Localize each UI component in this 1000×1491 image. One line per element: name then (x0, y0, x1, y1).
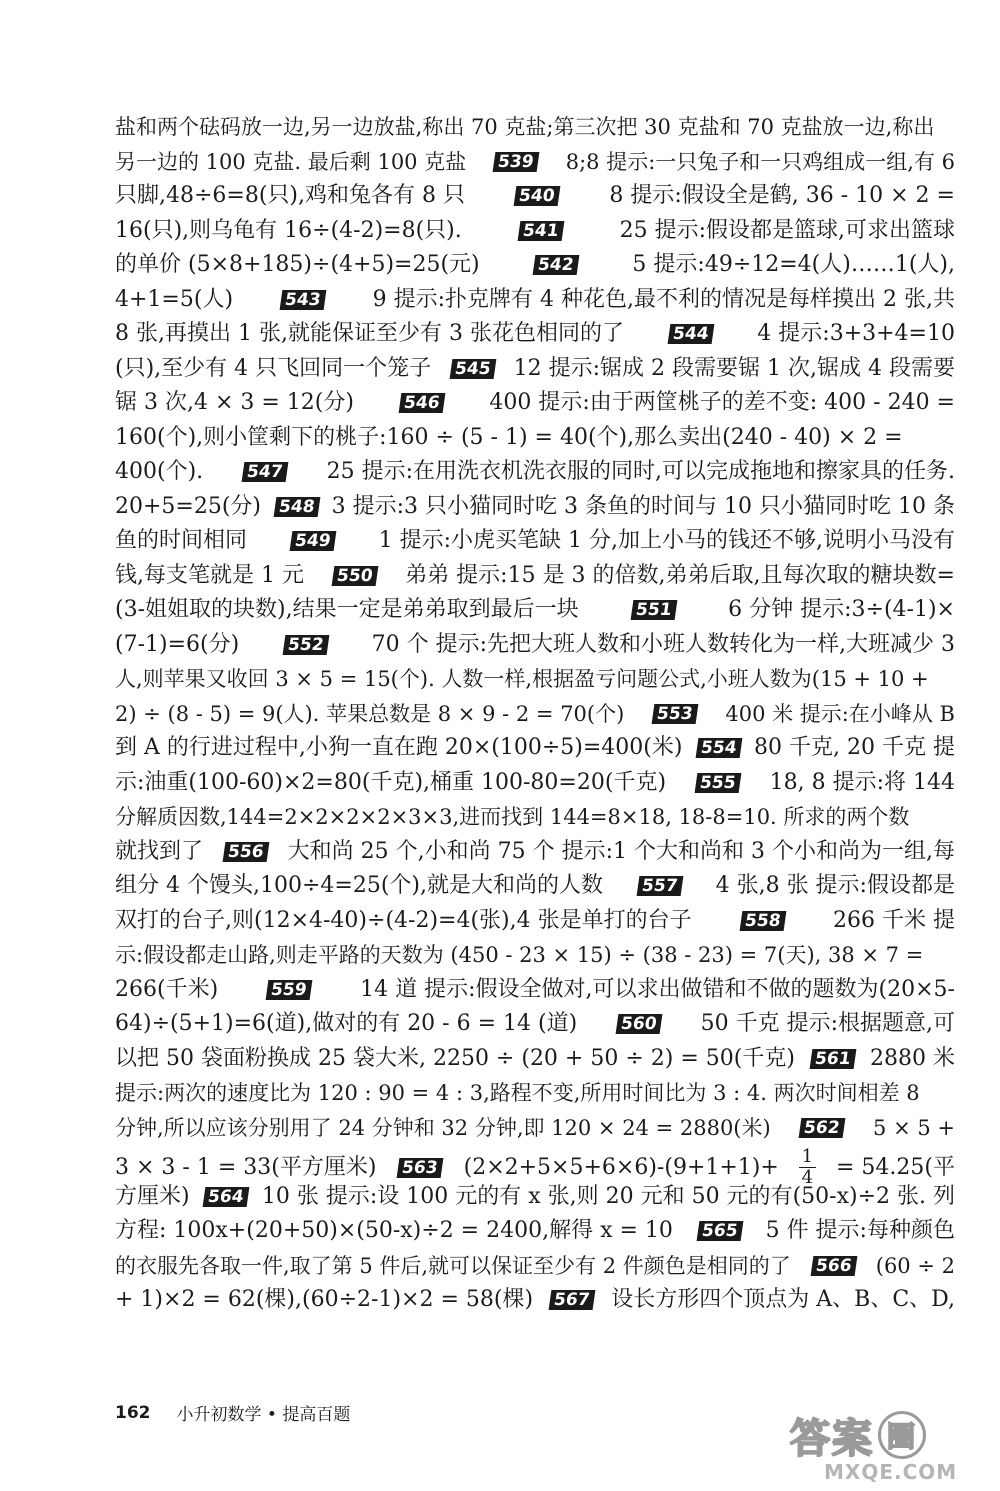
problem-number-badge: 558 (739, 911, 785, 931)
text-segment: 5 件 提示:每种颜色 (765, 1218, 955, 1243)
problem-number-badge: 543 (280, 290, 326, 310)
problem-number-badge: 564 (203, 1187, 249, 1207)
text-segment: 64)÷(5+1)=6(道),做对的有 20 - 6 = 14 (道) (115, 1011, 578, 1036)
text-segment: + 1)×2 = 62(棵),(60÷2-1)×2 = 58(棵) (115, 1287, 534, 1312)
text-line (115, 940, 955, 970)
text-line (115, 630, 955, 660)
text-segment: 266 千米 提 (833, 907, 955, 933)
text-segment: 只脚,48÷6=8(只),鸡和兔各有 8 只 (115, 183, 465, 208)
fraction-denominator: 4 (801, 1167, 814, 1188)
fraction-numerator: 1 (799, 1147, 816, 1168)
text-segment: 提示:两次的速度比为 120 : 90 = 4 : 3,路程不变,所用时间比为 3 : 4. 两次时间相差 8 (115, 1081, 920, 1105)
problem-number-badge: 557 (636, 876, 682, 896)
text-line (115, 147, 955, 177)
text-segment: (7-1)=6(分) (115, 631, 240, 657)
text-segment: 5 提示:49÷12=4(人)……1(人), (632, 252, 955, 277)
text-line (115, 216, 955, 246)
problem-number-badge: 563 (397, 1158, 443, 1178)
text-line (115, 768, 955, 798)
text-segment: 5 × 5 + (873, 1115, 955, 1140)
problem-number-badge: 542 (533, 255, 579, 275)
text-segment: 人,则苹果又收回 3 × 5 = 15(个). 人数一样,根据盈亏问题公式,小班人数为(15 + 10 + (115, 667, 929, 691)
text-line (115, 319, 955, 349)
text-segment: 弟弟 提示:15 是 3 的倍数,弟弟后取,且每次取的糖块数= (405, 562, 955, 588)
text-segment: 的单价 (5×8+185)÷(4+5)=25(元) (115, 252, 480, 277)
text-line (115, 664, 955, 694)
text-segment: 分钟,所以应该分别用了 24 分钟和 32 分钟,即 120 × 24 = 2880(米) (115, 1115, 771, 1140)
text-line (115, 457, 955, 487)
text-segment: 3 提示:3 只小猫同时吃 3 条鱼的时间与 10 只小猫同时吃 10 条 (331, 493, 955, 519)
text-segment: 以把 50 袋面粉换成 25 袋大米, 2250 ÷ (20 + 50 ÷ 2) = 50(千克) (115, 1045, 795, 1071)
text-segment: 400 提示:由于两筐桃子的差不变: 400 - 240 = (489, 390, 955, 415)
text-line (115, 733, 955, 763)
text-segment: 266(千米) (115, 976, 219, 1002)
text-line (115, 423, 955, 453)
problem-number-badge: 561 (809, 1049, 855, 1069)
text-segment: = 54.25(平 (835, 1154, 955, 1180)
text-segment: 9 提示:扑克牌有 4 种花色,最不利的情况是每样摸出 2 张,共 (372, 286, 955, 312)
text-line (115, 975, 955, 1005)
problem-number-badge: 546 (399, 393, 445, 413)
text-segment: 2880 米 (870, 1045, 955, 1071)
text-segment: 组分 4 个馒头,100÷4=25(个),就是大和尚的人数 (115, 873, 603, 898)
text-segment: (3-姐姐取的块数),结果一定是弟弟取到最后一块 (115, 597, 579, 622)
text-line (115, 492, 955, 522)
text-line (115, 1009, 955, 1039)
problem-number-badge: 549 (290, 531, 336, 551)
problem-number-badge: 554 (695, 738, 741, 758)
text-line (115, 1216, 955, 1246)
text-segment: 18, 8 提示:将 144 (769, 769, 955, 795)
problem-number-badge: 556 (222, 842, 268, 862)
text-line (115, 871, 955, 901)
text-segment: 4 提示:3+3+4=10 (757, 321, 955, 346)
text-segment: 8 提示:假设全是鹤, 36 - 10 × 2 = (609, 183, 955, 208)
problem-number-badge: 552 (282, 635, 328, 655)
watermark-url: MXQE.COM (824, 1460, 958, 1484)
text-line (115, 250, 955, 280)
text-segment: 4+1=5(人) (115, 286, 234, 312)
text-segment: 方厘米) (115, 1183, 190, 1209)
watermark-logo-circle: 圈 (878, 1411, 926, 1459)
problem-number-badge: 548 (273, 497, 319, 517)
text-segment: 双打的台子,则(12×4-40)÷(4-2)=4(张),4 张是单打的台子 (115, 907, 692, 933)
text-segment: (只),至少有 4 只飞回同一个笼子 (115, 355, 432, 381)
problem-number-badge: 550 (331, 566, 377, 586)
text-line (115, 906, 955, 936)
page-number: 162 (115, 1402, 151, 1423)
text-segment: 4 张,8 张 提示:假设都是 (715, 873, 955, 898)
text-line (115, 1044, 955, 1074)
text-line (115, 112, 955, 142)
page-footer (115, 1400, 350, 1425)
text-segment: 设长方形四个顶点为 A、B、C、D, (611, 1287, 955, 1312)
problem-number-badge: 547 (242, 462, 288, 482)
problem-number-badge: 541 (518, 221, 564, 241)
text-segment: 就找到了 (115, 838, 204, 864)
problem-number-badge: 555 (695, 773, 741, 793)
text-segment: 大和尚 25 个,小和尚 75 个 提示:1 个大和尚和 3 个小和尚为一组,每 (287, 838, 955, 864)
text-segment: 80 千克, 20 千克 提 (754, 735, 955, 760)
text-line (115, 526, 955, 556)
problem-number-badge: 566 (810, 1256, 856, 1276)
problem-number-badge: 540 (514, 186, 560, 206)
book-title: 小升初数学 • 提高百题 (176, 1405, 351, 1425)
text-segment: 12 提示:锯成 2 段需要锯 1 次,锯成 4 段需要 (513, 355, 955, 381)
text-line (115, 1251, 955, 1281)
text-line (115, 802, 955, 832)
text-line (115, 837, 955, 867)
text-segment: 方程: 100x+(20+50)×(50-x)÷2 = 2400,解得 x = 10 (115, 1218, 673, 1243)
text-segment: 8 张,再摸出 1 张,就能保证至少有 3 张花色相同的了 (115, 321, 624, 346)
problem-number-badge: 551 (630, 600, 676, 620)
text-segment: 16(只),则乌龟有 16÷(4-2)=8(只). (115, 217, 462, 243)
watermark-logo (790, 1412, 980, 1462)
problem-number-badge: 560 (616, 1014, 662, 1034)
problem-number-badge: 545 (449, 359, 495, 379)
text-line (115, 388, 955, 418)
text-line (115, 285, 955, 315)
problem-number-badge: 559 (266, 980, 312, 1000)
text-segment: 1 提示:小虎买笔缺 1 分,加上小马的钱还不够,说明小马没有 (378, 528, 955, 553)
problem-number-badge: 544 (667, 324, 713, 344)
text-line (115, 1182, 955, 1212)
problem-number-badge: 539 (493, 152, 539, 172)
text-segment: 20+5=25(分) (115, 493, 262, 519)
watermark-logo-text: 答案 (790, 1415, 874, 1462)
problem-number-badge: 553 (652, 704, 698, 724)
text-segment: 400(个). (115, 459, 204, 484)
problem-number-badge: 565 (696, 1221, 742, 1241)
text-segment: 70 个 提示:先把大班人数和小班人数转化为一样,大班减少 3 (371, 631, 955, 657)
text-segment: 8;8 提示:一只兔子和一只鸡组成一组,有 6 (565, 149, 955, 174)
text-line (115, 699, 955, 729)
text-line (115, 354, 955, 384)
text-segment: 160(个),则小筐剩下的桃子:160 ÷ (5 - 1) = 40(个),那么卖出(240 - 40) × 2 = (115, 424, 903, 450)
text-segment: 钱,每支笔就是 1 元 (115, 562, 304, 588)
text-segment: 25 提示:在用洗衣机洗衣服的同时,可以完成拖地和擦家具的任务. (326, 459, 955, 484)
text-segment: 鱼的时间相同 (115, 528, 248, 553)
text-segment: 另一边的 100 克盐. 最后剩 100 克盐 (115, 149, 467, 174)
text-segment: 示:油重(100-60)×2=80(千克),桶重 100-80=20(千克) (115, 769, 667, 795)
text-segment: 400 米 提示:在小峰从 B (725, 701, 955, 726)
text-segment: (2×2+5×5+6×6)-(9+1+1)+ (463, 1154, 779, 1180)
text-line (115, 1285, 955, 1315)
text-segment: 示:假设都走山路,则走平路的天数为 (450 - 23 × 15) ÷ (38 - 23) = 7(天), 38 × 7 = (115, 943, 924, 967)
text-line (115, 595, 955, 625)
text-segment: (60 ÷ 2 (875, 1253, 955, 1278)
site-watermark (790, 1412, 980, 1482)
text-line (115, 561, 955, 591)
text-segment: 到 A 的行进过程中,小狗一直在跑 20×(100÷5)=400(米) (115, 735, 683, 760)
text-segment: 的衣服先各取一件,取了第 5 件后,就可以保证至少有 2 件颜色是相同的了 (115, 1253, 791, 1278)
text-segment: 6 分钟 提示:3÷(4-1)× (728, 597, 955, 622)
text-line (115, 1113, 955, 1143)
text-segment: 2) ÷ (8 - 5) = 9(人). 苹果总数是 8 × 9 - 2 = 70(个) (115, 701, 625, 726)
text-segment: 盐和两个砝码放一边,另一边放盐,称出 70 克盐;第三次把 30 克盐和 70 克盐放一边,称出 (115, 115, 935, 139)
text-line (115, 1078, 955, 1108)
problem-number-badge: 562 (799, 1118, 845, 1138)
text-segment: 50 千克 提示:根据题意,可 (700, 1011, 955, 1036)
text-segment: 10 张 提示:设 100 元的有 x 张,则 20 元和 50 元的有(50-x)÷2 张. 列 (261, 1183, 955, 1209)
text-segment: 锯 3 次,4 × 3 = 12(分) (115, 390, 354, 415)
text-segment: 25 提示:假设都是篮球,可求出篮球 (619, 217, 955, 243)
text-segment: 14 道 提示:假设全做对,可以求出做错和不做的题数为(20×5- (360, 976, 955, 1002)
text-segment: 3 × 3 - 1 = 33(平方厘米) (115, 1154, 377, 1180)
text-line (115, 181, 955, 211)
problem-number-badge: 567 (549, 1290, 595, 1310)
text-segment: 分解质因数,144=2×2×2×2×3×3,进而找到 144=8×18, 18-8=10. 所求的两个数 (115, 805, 910, 829)
